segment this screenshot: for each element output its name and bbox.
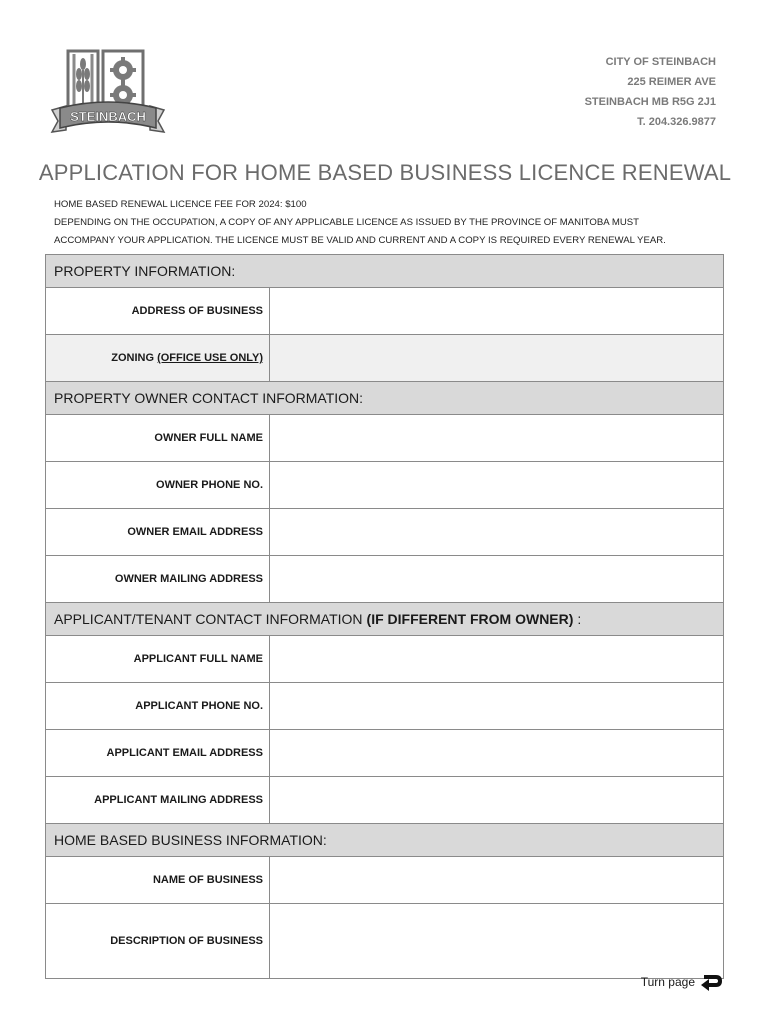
section-heading-suffix: : (577, 611, 582, 627)
city-contact-block (585, 52, 716, 132)
city-postal: STEINBACH MB R5G 2J1 (584, 96, 716, 108)
section-heading: HOME BASED BUSINESS INFORMATION: (54, 832, 327, 848)
field-label: APPLICANT FULL NAME (46, 636, 270, 682)
logo-text: STEINBACH (70, 109, 146, 124)
phone-number: T. 204.326.9877 (637, 116, 716, 128)
field-label: APPLICANT EMAIL ADDRESS (46, 730, 270, 776)
notice-line-2: ACCOMPANY YOUR APPLICATION. THE LICENCE MUST BE VALID AND CURRENT AND A COPY IS REQUIRED EVERY RENEWAL YEAR. (54, 235, 666, 246)
turn-page-text: Turn page (640, 975, 695, 989)
street-address: 225 REIMER AVE (627, 76, 716, 88)
field-label: ADDRESS OF BUSINESS (46, 288, 270, 334)
org-name: CITY OF STEINBACH (605, 56, 716, 68)
fee-line: HOME BASED RENEWAL LICENCE FEE FOR 2024: $100 (54, 199, 307, 210)
notice-line-1: DEPENDING ON THE OCCUPATION, A COPY OF ANY APPLICABLE LICENCE AS ISSUED BY THE PROVINCE OF MANITOBA MUST (54, 217, 640, 228)
row-owner-mailing (46, 556, 723, 603)
address-of-business-input[interactable] (270, 288, 723, 334)
section-heading: APPLICANT/TENANT CONTACT INFORMATION (54, 611, 363, 627)
row-owner-phone (46, 462, 723, 509)
row-address-of-business (46, 288, 723, 335)
owner-full-name-input[interactable] (270, 415, 723, 461)
row-zoning (46, 335, 723, 382)
field-label: OWNER MAILING ADDRESS (46, 556, 270, 602)
row-business-name (46, 857, 723, 904)
city-logo (48, 48, 168, 144)
field-label: NAME OF BUSINESS (46, 857, 270, 903)
section-heading: PROPERTY OWNER CONTACT INFORMATION: (54, 390, 364, 406)
row-owner-full-name (46, 415, 723, 462)
owner-mailing-input[interactable] (270, 556, 723, 602)
owner-email-input[interactable] (270, 509, 723, 555)
row-applicant-mailing (46, 777, 723, 824)
row-business-description (46, 904, 723, 978)
business-name-input[interactable] (270, 857, 723, 903)
row-applicant-full-name (46, 636, 723, 683)
section-property (46, 255, 723, 288)
field-label: APPLICANT PHONE NO. (46, 683, 270, 729)
section-heading: PROPERTY INFORMATION: (54, 263, 236, 279)
zoning-field (270, 335, 723, 381)
turn-page-arrow-icon (698, 972, 724, 992)
applicant-email-input[interactable] (270, 730, 723, 776)
field-label (46, 335, 270, 381)
section-heading-note: (IF DIFFERENT FROM OWNER) (366, 611, 574, 627)
field-label: OWNER EMAIL ADDRESS (46, 509, 270, 555)
business-description-input[interactable] (270, 904, 723, 978)
application-form (45, 254, 724, 979)
field-label: DESCRIPTION OF BUSINESS (46, 904, 270, 978)
applicant-full-name-input[interactable] (270, 636, 723, 682)
section-business (46, 824, 723, 857)
section-owner (46, 382, 723, 415)
turn-page-indicator (641, 972, 724, 992)
owner-phone-input[interactable] (270, 462, 723, 508)
zoning-label: ZONING (111, 352, 155, 364)
section-applicant (46, 603, 723, 636)
page-title: APPLICATION FOR HOME BASED BUSINESS LICENCE RENEWAL (38, 160, 732, 185)
applicant-mailing-input[interactable] (270, 777, 723, 823)
field-label: APPLICANT MAILING ADDRESS (46, 777, 270, 823)
applicant-phone-input[interactable] (270, 683, 723, 729)
field-label: OWNER FULL NAME (46, 415, 270, 461)
row-applicant-email (46, 730, 723, 777)
office-use-note: (OFFICE USE ONLY) (157, 352, 263, 364)
field-label: OWNER PHONE NO. (46, 462, 270, 508)
row-applicant-phone (46, 683, 723, 730)
row-owner-email (46, 509, 723, 556)
intro-text (54, 196, 666, 250)
